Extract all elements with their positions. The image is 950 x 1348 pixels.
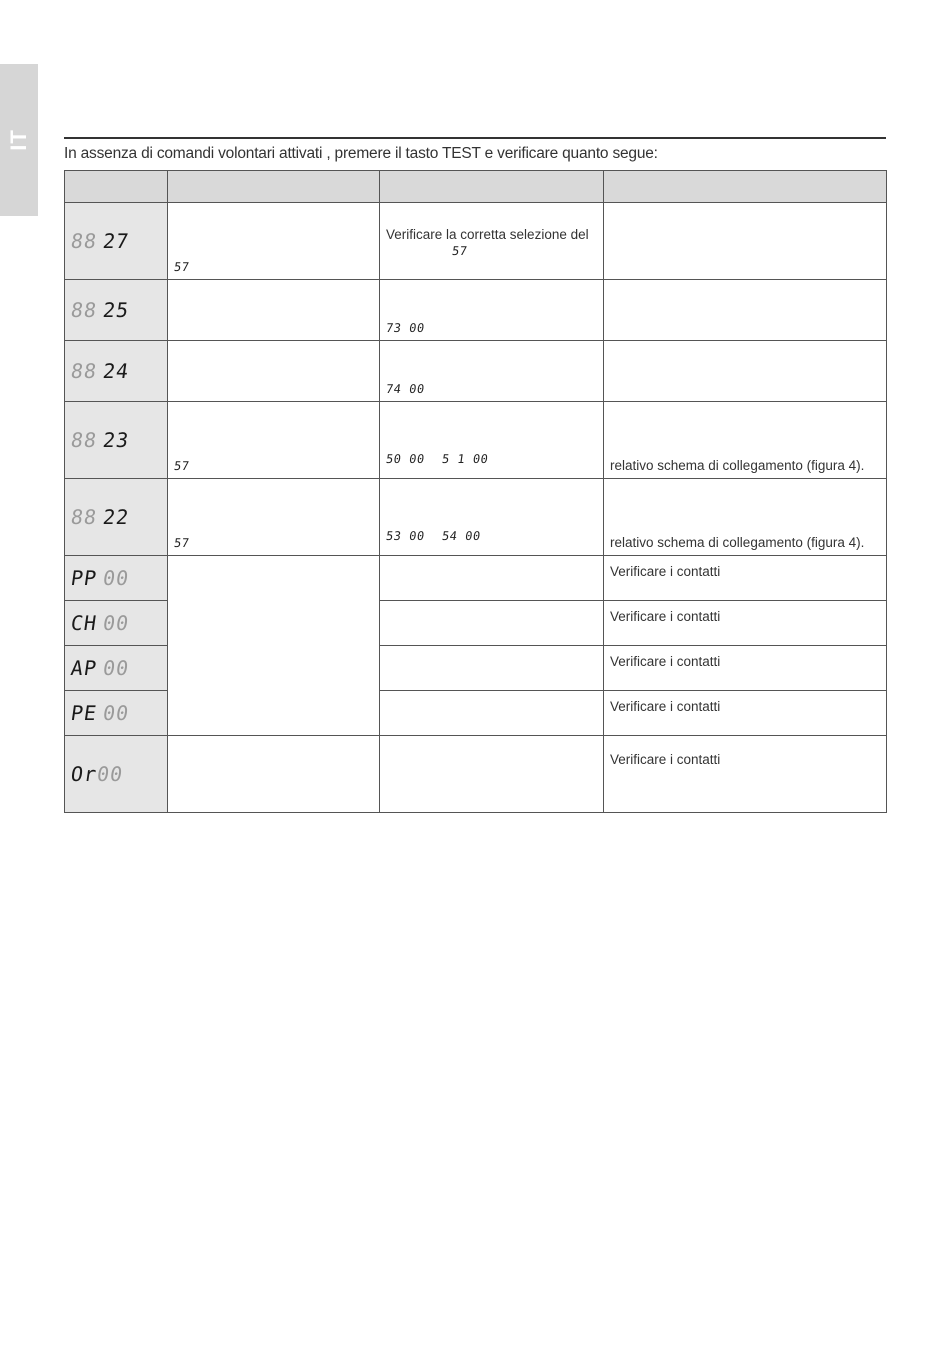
display-code-cell [65, 280, 168, 341]
table-row [65, 402, 887, 479]
display-code: 88 24 [69, 359, 131, 383]
remedy-cell [604, 601, 887, 646]
check-code-a: 50 00 [385, 452, 426, 466]
display-code-cell [65, 601, 168, 646]
display-code: 88 23 [69, 428, 131, 452]
check-cell [380, 646, 604, 691]
check-cell [380, 341, 604, 402]
cause-cell [168, 479, 380, 556]
check-code: 74 00 [385, 382, 426, 396]
remedy-text: relativo schema di collegamento (figura 4). [610, 535, 865, 550]
check-code: 57 [451, 244, 469, 258]
cause-cell [168, 341, 380, 402]
remedy-text: Verificare i contatti [610, 564, 721, 579]
cause-code: 57 [173, 459, 191, 473]
check-cell [380, 601, 604, 646]
remedy-cell [604, 646, 887, 691]
remedy-cell [604, 203, 887, 280]
display-code-cell [65, 479, 168, 556]
check-code-b: 5 1 00 [441, 452, 490, 466]
remedy-cell [604, 341, 887, 402]
display-code: 88 22 [69, 505, 131, 529]
remedy-cell [604, 402, 887, 479]
display-code: 88 27 [69, 229, 131, 253]
remedy-cell [604, 736, 887, 813]
table-row [65, 203, 887, 280]
check-cell [380, 402, 604, 479]
header-cell [168, 171, 380, 203]
header-cell [604, 171, 887, 203]
check-text: Verificare la corretta selezione del [386, 227, 589, 242]
language-tab [0, 64, 38, 216]
display-code: PE 00 [69, 701, 131, 725]
check-code: 73 00 [385, 321, 426, 335]
cause-cell [168, 736, 380, 813]
remedy-text: relativo schema di collegamento (figura 4). [610, 458, 865, 473]
display-code-cell [65, 646, 168, 691]
display-code: 88 25 [69, 298, 131, 322]
remedy-text: Verificare i contatti [610, 609, 721, 624]
cause-code: 57 [173, 260, 191, 274]
display-code-cell [65, 736, 168, 813]
table-header-row [65, 171, 887, 203]
intro-text: In assenza di comandi volontari attivati , premere il tasto TEST e verificare quanto segue: [64, 145, 658, 162]
table-row [65, 280, 887, 341]
display-code: PP 00 [69, 566, 131, 590]
check-cell [380, 556, 604, 601]
check-cell [380, 479, 604, 556]
display-code-cell [65, 556, 168, 601]
check-cell [380, 203, 604, 280]
display-code: AP 00 [69, 656, 131, 680]
table-row [65, 479, 887, 556]
remedy-cell [604, 556, 887, 601]
display-code: Or00 [69, 762, 125, 786]
display-code-cell [65, 402, 168, 479]
cause-code: 57 [173, 536, 191, 550]
cause-cell [168, 280, 380, 341]
language-tab-label: IT [6, 129, 31, 151]
remedy-cell [604, 280, 887, 341]
table-row [65, 556, 887, 601]
display-code-cell [65, 341, 168, 402]
display-code: CH 00 [69, 611, 131, 635]
check-code-a: 53 00 [385, 529, 426, 543]
display-code-cell [65, 691, 168, 736]
check-cell [380, 280, 604, 341]
cause-cell [168, 203, 380, 280]
check-cell [380, 736, 604, 813]
remedy-cell [604, 691, 887, 736]
diagnostic-table [64, 170, 887, 813]
remedy-text: Verificare i contatti [610, 654, 721, 669]
remedy-text: Verificare i contatti [610, 752, 721, 767]
check-cell [380, 691, 604, 736]
header-cell [380, 171, 604, 203]
check-code-b: 54 00 [441, 529, 482, 543]
remedy-text: Verificare i contatti [610, 699, 721, 714]
remedy-cell [604, 479, 887, 556]
table-row [65, 736, 887, 813]
cause-cell [168, 556, 380, 736]
table-row [65, 341, 887, 402]
display-code-cell [65, 203, 168, 280]
cause-cell [168, 402, 380, 479]
top-rule [64, 137, 886, 139]
header-cell [65, 171, 168, 203]
